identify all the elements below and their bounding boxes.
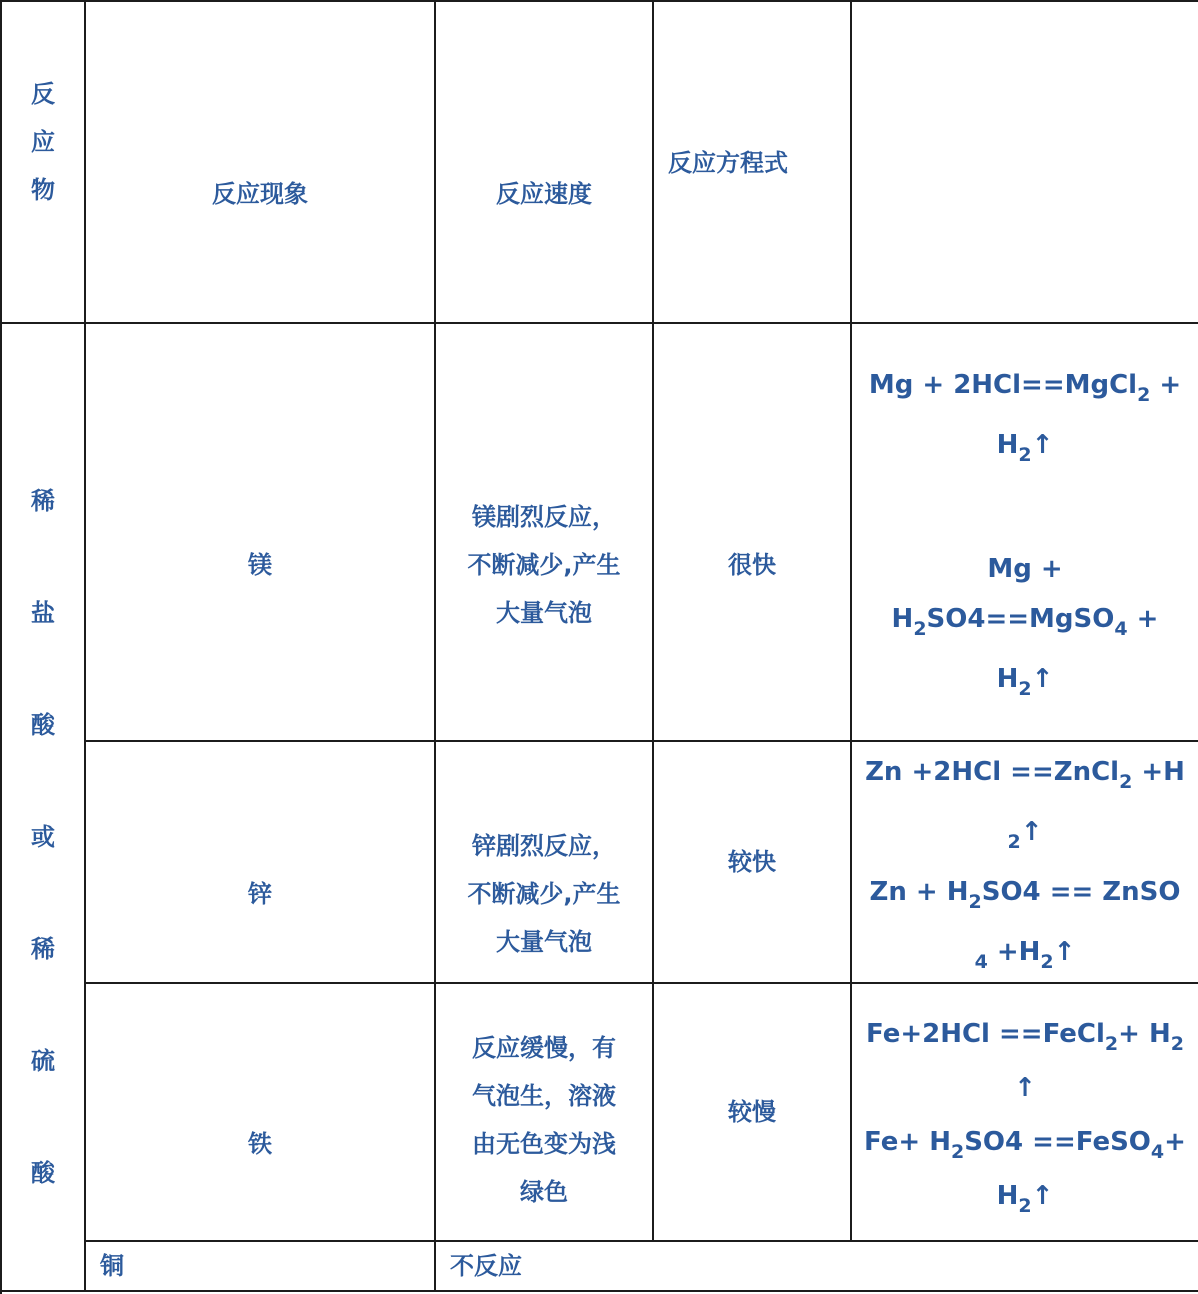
equation-spacer	[869, 475, 1181, 539]
equation-line	[865, 922, 1185, 982]
acid-label-char: 硫	[31, 1047, 55, 1075]
row-zn-phenomenon	[436, 742, 652, 982]
eq-text: Mg + 2HCl==MgCl	[868, 370, 1138, 400]
eq-text: +	[1164, 1127, 1186, 1157]
equation-line	[864, 1064, 1186, 1112]
row-mg-phenomenon	[436, 324, 652, 740]
eq-text: +H	[987, 937, 1041, 967]
equation-line	[865, 802, 1185, 862]
eq-text: +	[1150, 370, 1182, 400]
equation-line	[869, 355, 1181, 415]
equation-line	[864, 1004, 1186, 1064]
row-cu-metal: 铜	[100, 1252, 124, 1280]
phenomenon-line: 反应缓慢，有	[472, 1034, 616, 1062]
acid-label-char: 稀	[31, 935, 55, 963]
row-cu-result: 不反应	[450, 1252, 522, 1280]
eq-text: ↑	[1031, 430, 1054, 460]
eq-sub: 4	[1150, 1141, 1165, 1163]
header-empty	[852, 2, 1198, 322]
phenomenon-line: 大量气泡	[496, 928, 592, 956]
equation-line	[864, 1112, 1186, 1172]
equation-line	[869, 589, 1181, 649]
eq-text: Fe+2HCl ==FeCl	[865, 1019, 1105, 1049]
eq-sub: 2	[1137, 384, 1151, 406]
eq-text: ↑	[1053, 937, 1076, 967]
eq-text: Zn +2HCl ==ZnCl	[865, 757, 1120, 787]
equation-line	[869, 415, 1181, 475]
eq-sub: 2	[1018, 1195, 1032, 1217]
eq-sub: 2	[1104, 1033, 1119, 1055]
eq-text: SO4 == ZnSO	[981, 877, 1181, 907]
phenomenon-line: 绿色	[520, 1178, 568, 1206]
eq-text: H	[996, 1181, 1019, 1211]
eq-sub: 2	[913, 618, 927, 640]
phenomenon-line: 气泡生，溶液	[472, 1082, 616, 1110]
row-fe-phenomenon	[436, 984, 652, 1240]
row-fe-equation	[852, 984, 1198, 1240]
phenomenon-line: 不断减少,产生	[467, 551, 621, 579]
equation-line	[865, 862, 1185, 922]
eq-text: ↑	[1014, 1073, 1036, 1103]
eq-sub: 2	[1170, 1033, 1184, 1055]
border-bottom	[0, 1290, 1198, 1292]
eq-text: Fe+ H	[864, 1127, 951, 1157]
acid-label-char: 或	[31, 823, 55, 851]
eq-text: ↑	[1031, 664, 1054, 694]
row-fe-speed: 较慢	[728, 1098, 776, 1126]
eq-text: SO4==MgSO	[926, 604, 1115, 634]
equation-line	[869, 649, 1181, 709]
header-equation: 反应方程式	[668, 149, 788, 177]
phenomenon-line: 镁剧烈反应，	[472, 503, 616, 531]
acid-label-char: 酸	[31, 1159, 55, 1187]
eq-text: +H	[1132, 757, 1185, 787]
eq-text: Mg +	[987, 554, 1063, 584]
phenomenon-line: 由无色变为浅	[472, 1130, 616, 1158]
eq-text: ↑	[1031, 1181, 1054, 1211]
eq-text: Zn + H	[869, 877, 969, 907]
row-mg-speed: 很快	[728, 551, 776, 579]
eq-text: H	[891, 604, 914, 634]
row-zn-metal: 锌	[248, 880, 272, 908]
eq-sub: 2	[1119, 771, 1133, 793]
row-zn-equation	[852, 742, 1198, 982]
acid-label	[2, 324, 84, 1290]
header-phenomenon: 反应现象	[212, 180, 308, 208]
row-mg-equation	[852, 324, 1198, 740]
eq-text: +	[1127, 604, 1159, 634]
eq-sub: 2	[1018, 678, 1032, 700]
eq-sub: 4	[974, 951, 988, 973]
eq-sub: 2	[1040, 951, 1054, 973]
equation-line	[865, 742, 1185, 802]
row-fe-metal: 铁	[248, 1130, 272, 1158]
phenomenon-line: 大量气泡	[496, 599, 592, 627]
eq-sub: 2	[1018, 444, 1032, 466]
header-reactant-char: 应	[31, 128, 55, 156]
phenomenon-line: 锌剧烈反应，	[472, 832, 616, 860]
row-mg-metal: 镁	[248, 551, 272, 579]
eq-text: + H	[1118, 1019, 1171, 1049]
acid-label-char: 酸	[31, 711, 55, 739]
eq-sub: 2	[968, 891, 982, 913]
acid-label-char: 盐	[31, 599, 55, 627]
header-speed: 反应速度	[496, 180, 592, 208]
phenomenon-line: 不断减少,产生	[467, 880, 621, 908]
eq-text: SO4 ==FeSO	[964, 1127, 1151, 1157]
acid-label-char: 稀	[31, 487, 55, 515]
eq-text: H	[996, 664, 1019, 694]
row-zn-speed: 较快	[728, 848, 776, 876]
eq-sub: 2	[950, 1141, 965, 1163]
header-reactant-char: 物	[31, 176, 55, 204]
eq-text: ↑	[1020, 817, 1043, 847]
header-reactant-char: 反	[31, 80, 55, 108]
eq-sub: 2	[1007, 831, 1021, 853]
equation-line	[864, 1172, 1186, 1220]
header-reactant	[2, 2, 84, 322]
eq-sub: 4	[1114, 618, 1128, 640]
eq-text: H	[996, 430, 1019, 460]
